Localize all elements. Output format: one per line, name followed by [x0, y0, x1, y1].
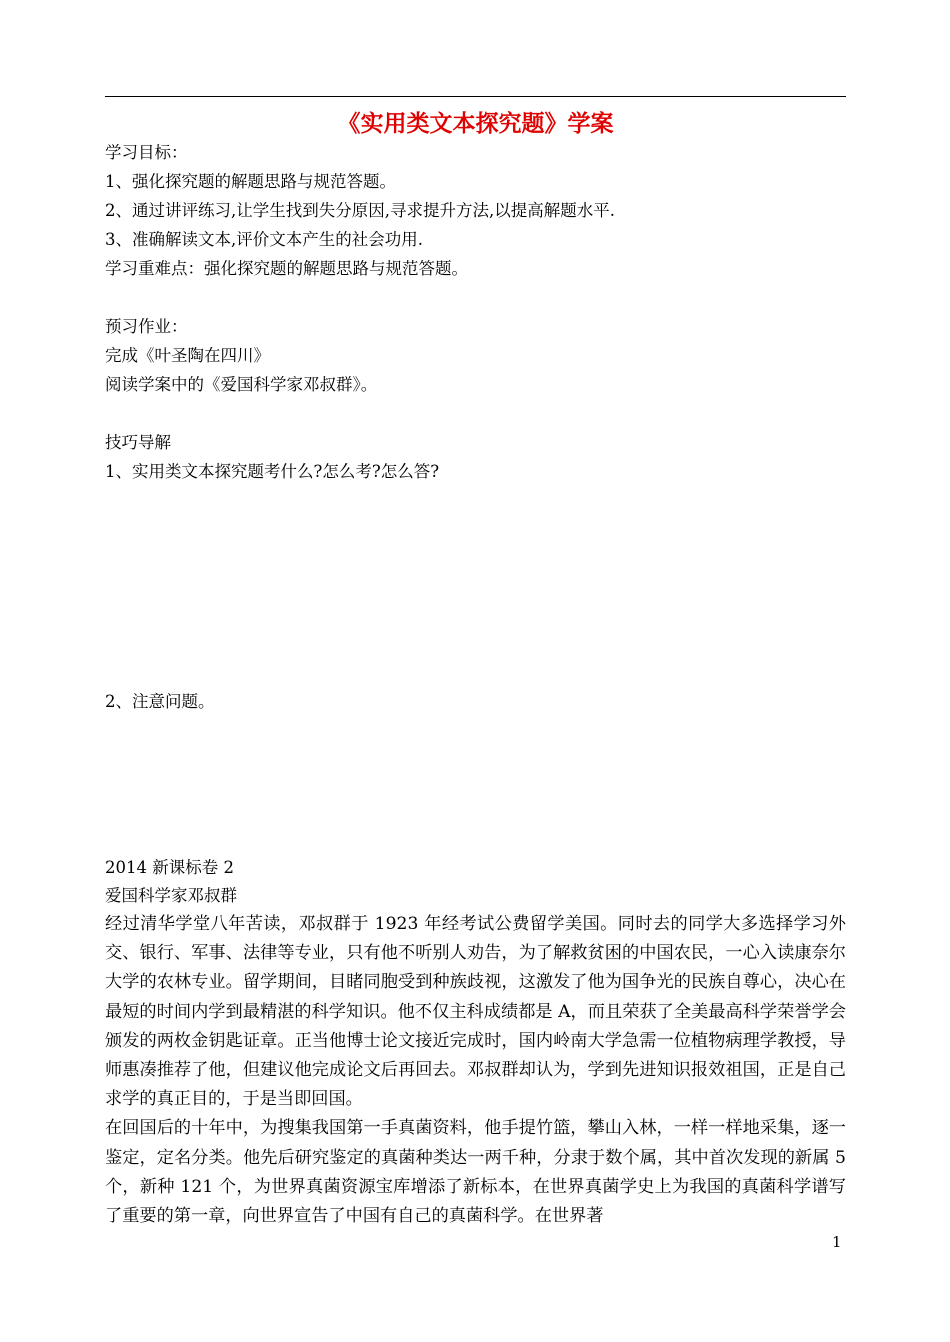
objective-item-3: 3、准确解读文本,评价文本产生的社会功用. [105, 230, 423, 249]
preview-item-1: 完成《叶圣陶在四川》 [105, 346, 270, 365]
skills-heading: 技巧导解 [105, 433, 171, 452]
article-source: 2014 新课标卷 2 [105, 858, 234, 877]
objectives-heading: 学习目标： [105, 143, 188, 162]
header-rule [105, 96, 846, 97]
page-number: 1 [832, 1233, 842, 1251]
skills-question-1: 1、实用类文本探究题考什么?怎么考?怎么答? [105, 462, 440, 481]
article-title: 爱国科学家邓叔群 [105, 886, 237, 905]
key-points: 学习重难点：强化探究题的解题思路与规范答题。 [105, 259, 468, 278]
objective-item-1: 1、强化探究题的解题思路与规范答题。 [105, 172, 396, 191]
document-title: 《实用类文本探究题》学案 [337, 111, 614, 137]
article-paragraph-2: 在回国后的十年中，为搜集我国第一手真菌资料，他手提竹篮，攀山入林，一样一样地采集，逐一鉴定，定名分类。他先后研究鉴定的真菌种类达一两千种，分隶于数个属，其中首次发现的新属 5 个，新种 121 个，为世界真菌资源宝库增添了新标本，在世界真菌学史上为我国的真菌科学谱写了重要的第一章，向世界宣告了中国有自己的真菌科学。在世界著 [105, 1118, 846, 1227]
skills-question-2: 2、注意问题。 [105, 692, 215, 711]
objective-item-2: 2、通过讲评练习,让学生找到失分原因,寻求提升方法,以提高解题水平. [105, 201, 615, 220]
preview-heading: 预习作业： [105, 317, 188, 336]
article-paragraph-1: 经过清华学堂八年苦读，邓叔群于 1923 年经考试公费留学美国。同时去的同学大多选择学习外交、银行、军事、法律等专业，只有他不听别人劝告，为了解救贫困的中国农民，一心入读康奈尔大学的农林专业。留学期间，目睹同胞受到种族歧视，这激发了他为国争光的民族自尊心，决心在最短的时间内学到最精湛的科学知识。他不仅主科成绩都是 A，而且荣获了全美最高科学荣誉学会颁发的两枚金钥匙证章。正当他博士论文接近完成时，国内岭南大学急需一位植物病理学教授，导师惠凑推荐了他，但建议他完成论文后再回去。邓叔群却认为，学到先进知识报效祖国，正是自己求学的真正目的，于是当即回国。 [105, 914, 846, 1110]
article-body [105, 910, 846, 1231]
preview-item-2: 阅读学案中的《爱国科学家邓叔群》。 [105, 375, 378, 394]
